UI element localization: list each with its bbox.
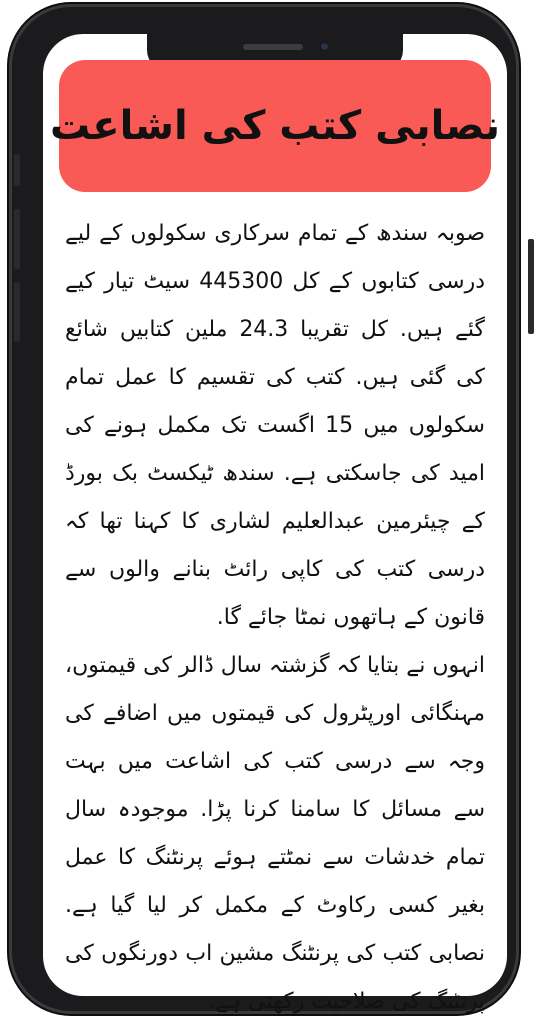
- article-body: [65, 210, 485, 1026]
- front-camera-icon: [319, 41, 330, 52]
- article-title: نصابی کتب کی اشاعت: [49, 103, 501, 149]
- phone-screen: [43, 34, 507, 1014]
- mute-switch: [14, 154, 20, 186]
- phone-frame: [9, 4, 519, 1014]
- article-paragraph: انہوں نے بتایا کہ گزشتہ سال ڈالر کی قیمتوں، مہنگائی اورپٹرول کی قیمتوں میں اضافے کی وجہ سے درسی کتب کی اشاعت میں بہت سے مسائل کا سامنا کرنا پڑا. موجودہ سال تمام خدشات سے نمٹتے ہوئے پرنٹنگ کا عمل بغیر کسی رکاوٹ کے مکمل کر لیا گیا ہے. نصابی کتب کی پرنٹنگ مشین اب دورنگوں کی پرنٹنگ کی صلاحیت رکھتی ہے.: [65, 653, 485, 1014]
- article-paragraph: صوبہ سندھ کے تمام سرکاری سکولوں کے لیے درسی کتابوں کے کل 445300 سیٹ تیار کیے گئے ہیں. کل تقریبا 24.3 ملین کتابیں شائع کی گئی ہیں. کتب کی تقسیم کا عمل تمام سکولوں میں 15 اگست تک مکمل ہونے کی امید کی جاسکتی ہے. سندھ ٹیکسٹ بک بورڈ کے چیئرمین عبدالعلیم لشاری کا کہنا تھا کہ درسی کتب کی کاپی رائٹ بنانے والوں سے قانون کے ہاتھوں نمٹا جائے گا.: [65, 221, 486, 630]
- title-banner: [49, 60, 501, 192]
- volume-down-button: [14, 282, 20, 342]
- volume-up-button: [14, 209, 20, 269]
- power-button: [528, 239, 534, 334]
- speaker-grille: [243, 44, 303, 50]
